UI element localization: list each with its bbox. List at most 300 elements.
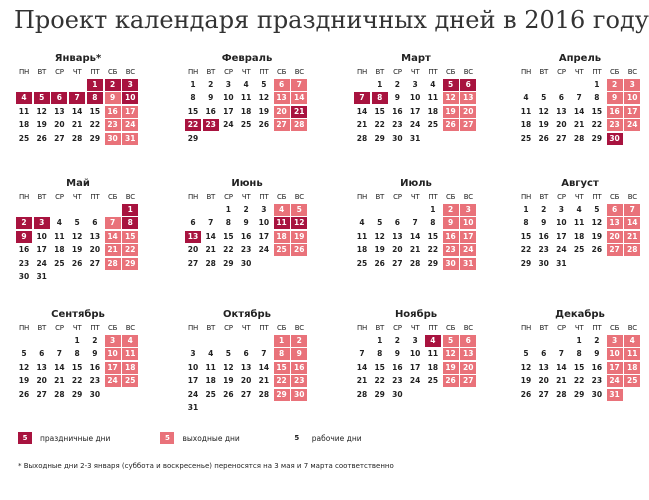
- day-cell: 9: [443, 217, 459, 229]
- day-cell: 28: [356, 389, 368, 399]
- day-cell: [105, 389, 121, 401]
- day-cell: 26: [223, 389, 234, 399]
- day-cell: 5: [377, 218, 383, 227]
- weekday-label: ПН: [18, 193, 29, 201]
- weekday-label: СБ: [610, 324, 620, 332]
- day-cell: 25: [427, 120, 439, 129]
- day-cell: 20: [392, 245, 403, 254]
- day-cell: 15: [187, 106, 199, 116]
- day-cell: 19: [71, 245, 83, 254]
- day-cell: 3: [412, 335, 418, 345]
- day-cell: 26: [18, 389, 30, 399]
- day-cell: 12: [520, 362, 532, 372]
- day-cell: 30: [18, 272, 30, 281]
- day-cell: 29: [187, 133, 199, 143]
- weekday-label: ВТ: [206, 68, 215, 76]
- weekday-label: ВС: [627, 68, 637, 76]
- day-cell: 21: [356, 120, 368, 129]
- legend-label-holiday: праздничные дни: [40, 433, 111, 443]
- weekday-label: ПН: [18, 68, 29, 76]
- day-cell: 24: [624, 119, 640, 131]
- day-cell: 13: [185, 231, 201, 243]
- month-name: Август: [561, 178, 599, 189]
- day-cell: 25: [573, 245, 585, 254]
- day-cell: 5: [74, 218, 80, 227]
- day-cell: 21: [409, 245, 421, 254]
- day-cell: 23: [105, 119, 121, 131]
- weekday-label: СБ: [108, 68, 118, 76]
- legend-swatch-holiday: 5: [18, 432, 32, 444]
- weekday-label: ПН: [187, 193, 198, 201]
- weekday-label: ПН: [18, 324, 29, 332]
- day-cell: 17: [122, 106, 138, 118]
- day-cell: [274, 133, 290, 145]
- week-row: [354, 348, 478, 360]
- day-cell: 12: [443, 348, 459, 360]
- day-cell: 25: [205, 389, 216, 399]
- day-cell: 10: [607, 348, 623, 360]
- day-cell: [87, 204, 103, 216]
- day-cell: 8: [523, 218, 529, 227]
- week-row: [354, 119, 478, 131]
- day-cell: [16, 204, 32, 216]
- day-cell: 9: [607, 92, 623, 104]
- day-cell: 31: [607, 389, 623, 401]
- day-cell: [122, 271, 138, 283]
- day-cell: 25: [18, 133, 30, 143]
- day-cell: 20: [187, 245, 199, 254]
- day-cell: 27: [187, 258, 199, 268]
- day-cell: 27: [54, 133, 65, 143]
- day-cell: 15: [122, 231, 138, 243]
- day-cell: 3: [225, 79, 231, 89]
- day-cell: [203, 204, 219, 216]
- weekday-label: СР: [224, 193, 233, 201]
- day-cell: 10: [223, 93, 234, 102]
- legend-swatch-workday: 5: [290, 432, 304, 444]
- day-cell: 2: [541, 204, 547, 214]
- day-cell: 8: [87, 92, 103, 104]
- day-cell: 14: [71, 106, 83, 116]
- day-cell: [220, 335, 236, 347]
- day-cell: 23: [240, 245, 252, 254]
- weekday-label: ЧТ: [72, 68, 82, 76]
- day-cell: 27: [460, 119, 476, 131]
- week-row: [518, 106, 642, 118]
- week-row: [354, 204, 478, 216]
- weekday-label: СР: [393, 68, 402, 76]
- day-cell: 1: [74, 335, 80, 345]
- day-cell: [407, 389, 423, 401]
- week-row: [16, 271, 140, 283]
- day-cell: 6: [460, 335, 476, 347]
- day-cell: 17: [258, 231, 270, 241]
- weekday-label: ВС: [125, 324, 135, 332]
- day-cell: 14: [556, 362, 567, 372]
- day-cell: 6: [460, 79, 476, 91]
- day-cell: 11: [356, 231, 368, 241]
- day-cell: [34, 204, 50, 216]
- day-cell: 26: [374, 258, 385, 268]
- day-cell: 28: [356, 133, 368, 143]
- weekday-label: ПН: [356, 193, 367, 201]
- day-cell: [553, 79, 569, 91]
- day-cell: 2: [394, 335, 400, 345]
- day-cell: 2: [16, 217, 32, 229]
- weekday-label: ВТ: [37, 193, 46, 201]
- day-cell: [220, 133, 236, 145]
- day-cell: 27: [392, 258, 403, 268]
- day-cell: 27: [538, 389, 549, 399]
- weekday-label: ЧТ: [72, 193, 82, 201]
- week-row: [518, 375, 642, 387]
- day-cell: 12: [71, 231, 83, 241]
- day-cell: 12: [258, 93, 270, 102]
- day-cell: [69, 79, 85, 91]
- weekday-header: [354, 68, 478, 77]
- day-cell: [291, 402, 307, 414]
- month-7: [518, 178, 642, 270]
- day-cell: 23: [291, 375, 307, 387]
- day-cell: 4: [122, 335, 138, 347]
- day-cell: 13: [274, 92, 290, 104]
- weekday-label: ПТ: [259, 193, 269, 201]
- day-cell: 27: [460, 375, 476, 387]
- day-cell: 5: [443, 79, 459, 91]
- day-cell: [238, 402, 254, 414]
- day-cell: 1: [190, 79, 196, 89]
- day-cell: 7: [105, 217, 121, 229]
- weekday-label: ВТ: [539, 68, 548, 76]
- day-cell: 6: [39, 349, 45, 358]
- day-cell: 30: [591, 389, 603, 399]
- month-9: [185, 309, 309, 414]
- day-cell: 12: [18, 362, 30, 372]
- week-row: [354, 375, 478, 387]
- day-cell: 24: [122, 119, 138, 131]
- day-cell: [256, 335, 272, 347]
- day-cell: 16: [538, 231, 549, 241]
- weekday-label: ВТ: [206, 324, 215, 332]
- day-cell: [274, 258, 290, 270]
- week-row: [16, 362, 140, 374]
- day-cell: 28: [556, 389, 567, 399]
- weekday-header: [354, 193, 478, 202]
- day-cell: 20: [89, 245, 101, 254]
- legend-item-weekend: [160, 432, 239, 444]
- day-cell: [203, 133, 219, 145]
- day-cell: 5: [291, 204, 307, 216]
- day-cell: [553, 335, 569, 347]
- day-cell: 5: [34, 92, 50, 104]
- day-cell: 6: [274, 79, 290, 91]
- day-cell: 1: [377, 79, 383, 89]
- day-cell: 15: [573, 362, 585, 372]
- day-cell: 22: [223, 245, 234, 254]
- day-cell: 3: [122, 79, 138, 91]
- day-cell: 11: [18, 106, 30, 116]
- day-cell: 30: [392, 133, 403, 143]
- day-cell: 11: [205, 362, 216, 372]
- day-cell: 24: [607, 375, 623, 387]
- weekday-label: ПН: [520, 68, 531, 76]
- day-cell: 13: [556, 106, 567, 116]
- day-cell: 17: [409, 106, 421, 116]
- weekday-label: ВТ: [206, 193, 215, 201]
- weekday-header: [518, 68, 642, 77]
- day-cell: 30: [291, 389, 307, 401]
- day-cell: 7: [359, 349, 365, 358]
- day-cell: 22: [71, 376, 83, 385]
- day-cell: 15: [374, 106, 385, 116]
- day-cell: 3: [607, 335, 623, 347]
- week-row: [185, 231, 309, 243]
- day-cell: 31: [122, 133, 138, 145]
- day-cell: 9: [208, 93, 214, 102]
- day-cell: 2: [92, 335, 98, 345]
- day-cell: 7: [69, 92, 85, 104]
- day-cell: 31: [460, 258, 476, 270]
- day-cell: 10: [624, 92, 640, 104]
- day-cell: 22: [591, 120, 603, 129]
- week-row: [518, 244, 642, 256]
- day-cell: 8: [430, 218, 436, 227]
- week-row: [185, 106, 309, 118]
- month-name: Сентябрь: [51, 309, 105, 320]
- day-cell: 15: [520, 231, 532, 241]
- day-cell: 4: [243, 79, 249, 89]
- weekday-label: ПН: [520, 193, 531, 201]
- day-cell: [536, 79, 552, 91]
- weekday-label: СР: [557, 193, 566, 201]
- week-row: [354, 92, 478, 104]
- day-cell: 1: [87, 79, 103, 91]
- day-cell: 18: [122, 362, 138, 374]
- day-cell: 26: [71, 258, 83, 268]
- weekday-label: ЧТ: [574, 193, 584, 201]
- month-name: Декабрь: [555, 309, 605, 320]
- day-cell: [354, 335, 370, 347]
- weekday-header: [518, 193, 642, 202]
- day-cell: [518, 335, 534, 347]
- day-cell: 20: [607, 231, 623, 243]
- day-cell: 29: [89, 133, 101, 143]
- day-cell: 22: [89, 120, 101, 129]
- day-cell: 13: [240, 362, 252, 372]
- day-cell: 8: [225, 218, 231, 227]
- weekday-label: ПТ: [90, 324, 100, 332]
- day-cell: 21: [291, 106, 307, 118]
- weekday-label: ПТ: [592, 324, 602, 332]
- legend-item-workday: [290, 432, 362, 444]
- day-cell: 1: [225, 204, 231, 214]
- week-row: [354, 258, 478, 270]
- day-cell: 22: [185, 119, 201, 131]
- day-cell: 17: [105, 362, 121, 374]
- day-cell: 25: [427, 376, 439, 385]
- week-row: [16, 231, 140, 243]
- day-cell: 10: [258, 218, 270, 227]
- day-cell: 16: [89, 362, 101, 372]
- day-cell: 19: [538, 120, 549, 129]
- weekday-label: СБ: [108, 193, 118, 201]
- day-cell: 27: [607, 244, 623, 256]
- day-cell: 28: [573, 133, 585, 143]
- weekday-header: [185, 193, 309, 202]
- day-cell: 19: [443, 106, 459, 118]
- day-cell: 17: [223, 106, 234, 116]
- day-cell: 17: [460, 231, 476, 243]
- day-cell: 1: [430, 204, 436, 214]
- day-cell: [624, 133, 640, 145]
- day-cell: 16: [18, 245, 30, 254]
- day-cell: 24: [36, 258, 47, 268]
- day-cell: 1: [274, 335, 290, 347]
- weekday-label: СБ: [277, 324, 287, 332]
- day-cell: 17: [409, 362, 421, 372]
- weekday-header: [354, 324, 478, 333]
- day-cell: 17: [556, 231, 567, 241]
- day-cell: 23: [607, 119, 623, 131]
- day-cell: [16, 335, 32, 347]
- day-cell: 6: [541, 349, 547, 358]
- weekday-header: [16, 324, 140, 333]
- day-cell: 17: [187, 376, 199, 385]
- day-cell: [51, 79, 67, 91]
- day-cell: 13: [392, 231, 403, 241]
- day-cell: 2: [443, 204, 459, 216]
- week-row: [185, 362, 309, 374]
- month-6: [354, 178, 478, 270]
- week-row: [16, 79, 140, 91]
- day-cell: 28: [54, 389, 65, 399]
- day-cell: 3: [460, 204, 476, 216]
- week-row: [185, 375, 309, 387]
- weekday-label: ВС: [463, 68, 473, 76]
- day-cell: [256, 133, 272, 145]
- day-cell: [34, 79, 50, 91]
- weekday-label: ВС: [294, 193, 304, 201]
- day-cell: 24: [187, 389, 199, 399]
- day-cell: 21: [105, 244, 121, 256]
- day-cell: 13: [54, 106, 65, 116]
- day-cell: 25: [520, 133, 532, 143]
- day-cell: 23: [591, 376, 603, 385]
- day-cell: [607, 258, 623, 270]
- weekday-header: [185, 68, 309, 77]
- weekday-label: ЧТ: [574, 324, 584, 332]
- day-cell: 4: [274, 204, 290, 216]
- day-cell: 17: [607, 362, 623, 374]
- day-cell: [354, 79, 370, 91]
- day-cell: 20: [274, 106, 290, 118]
- month-name: Июнь: [231, 178, 263, 189]
- weekday-header: [518, 324, 642, 333]
- day-cell: 16: [240, 231, 252, 241]
- day-cell: 18: [54, 245, 65, 254]
- month-5: [185, 178, 309, 270]
- week-row: [518, 362, 642, 374]
- weekday-label: ЧТ: [574, 68, 584, 76]
- day-cell: 6: [394, 218, 400, 227]
- week-row: [518, 389, 642, 401]
- day-cell: 9: [16, 231, 32, 243]
- day-cell: 18: [573, 231, 585, 241]
- day-cell: 21: [556, 376, 567, 385]
- day-cell: 29: [427, 258, 439, 268]
- day-cell: 11: [520, 106, 532, 116]
- day-cell: [354, 204, 370, 216]
- day-cell: 7: [558, 349, 564, 358]
- day-cell: 19: [443, 362, 459, 374]
- day-cell: 14: [205, 231, 216, 241]
- day-cell: 18: [18, 120, 30, 129]
- day-cell: 1: [594, 79, 600, 89]
- day-cell: 4: [430, 79, 436, 89]
- day-cell: 22: [374, 120, 385, 129]
- day-cell: [589, 258, 605, 270]
- week-row: [16, 133, 140, 145]
- month-10: [354, 309, 478, 401]
- day-cell: 13: [460, 348, 476, 360]
- weekday-label: ПН: [187, 68, 198, 76]
- day-cell: [256, 402, 272, 414]
- day-cell: 17: [624, 106, 640, 118]
- day-cell: 27: [36, 389, 47, 399]
- day-cell: 4: [208, 349, 214, 358]
- month-1: [185, 53, 309, 145]
- day-cell: 13: [89, 231, 101, 241]
- weekday-label: СР: [557, 68, 566, 76]
- day-cell: 26: [36, 133, 47, 143]
- day-cell: 10: [556, 218, 567, 227]
- weekday-label: ЧТ: [241, 324, 251, 332]
- weekday-label: ПТ: [428, 324, 438, 332]
- day-cell: 14: [573, 106, 585, 116]
- day-cell: [105, 204, 121, 216]
- weekday-label: ВС: [294, 324, 304, 332]
- day-cell: [624, 258, 640, 270]
- day-cell: [624, 389, 640, 401]
- day-cell: 12: [538, 106, 549, 116]
- day-cell: 1: [523, 204, 529, 214]
- week-row: [518, 119, 642, 131]
- day-cell: 11: [427, 93, 439, 102]
- day-cell: 18: [427, 106, 439, 116]
- day-cell: 7: [291, 79, 307, 91]
- day-cell: 11: [54, 231, 65, 241]
- day-cell: 30: [89, 389, 101, 399]
- day-cell: 1: [377, 335, 383, 345]
- week-row: [354, 79, 478, 91]
- day-cell: 22: [427, 245, 439, 254]
- day-cell: [203, 402, 219, 414]
- day-cell: 23: [89, 376, 101, 385]
- week-row: [354, 335, 478, 347]
- day-cell: 9: [92, 349, 98, 358]
- weekday-label: ЧТ: [241, 68, 251, 76]
- weekday-label: ВТ: [539, 193, 548, 201]
- day-cell: [256, 258, 272, 270]
- day-cell: [372, 204, 388, 216]
- day-cell: 30: [607, 133, 623, 145]
- week-row: [354, 133, 478, 145]
- month-2: [354, 53, 478, 145]
- day-cell: 25: [274, 244, 290, 256]
- day-cell: 14: [356, 362, 368, 372]
- day-cell: [389, 204, 405, 216]
- day-cell: 16: [607, 106, 623, 118]
